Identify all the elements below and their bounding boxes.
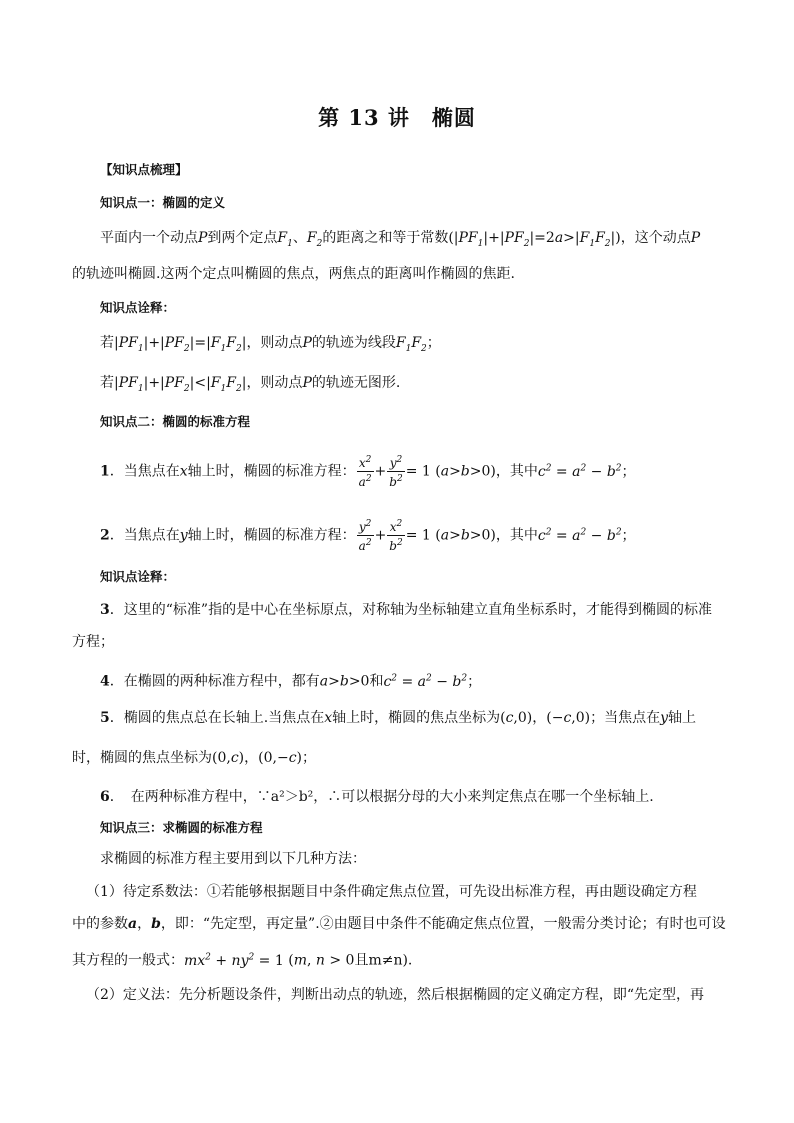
kp3-method1-line1: （1）待定系数法：①若能够根据题目中条件确定焦点位置，可先设出标准方程，再由题设确定方程 — [86, 884, 697, 900]
text: ， — [137, 916, 152, 932]
text: ，则动点 — [246, 375, 303, 391]
math-c2: $c^2 = a^2 - b^2$； — [537, 527, 636, 544]
text: 的轨迹为线段 — [311, 335, 396, 351]
kp3-method1-line2 — [72, 914, 726, 934]
text: 的距离之和等于常数( — [322, 230, 454, 246]
text: ，则动点 — [246, 335, 303, 351]
kp1-note-line2 — [100, 373, 400, 399]
math-lt-case: $|PF_1|+|PF_2|<|F_1F_2|$ — [114, 375, 247, 394]
math-x: x — [324, 710, 333, 726]
kp3-method1-line3 — [72, 947, 412, 971]
text: 轴上时，椭圆的标准方程： — [187, 527, 356, 544]
text: ．椭圆的焦点总在长轴上.当焦点在 — [109, 710, 325, 726]
item-number: 6 — [100, 789, 110, 805]
section-header: 【知识点梳理】 — [100, 162, 188, 177]
kp2-heading: 知识点二：椭圆的标准方程 — [100, 414, 251, 429]
math-focus-0negc: (0,−c) — [258, 750, 303, 766]
math-y: y — [660, 710, 669, 726]
kp1-definition-line2: 的轨迹叫椭圆.这两个定点叫椭圆的焦点，两焦点的距离叫作椭圆的焦距. — [72, 266, 515, 282]
kp2-item4 — [100, 668, 481, 692]
text: ； — [426, 335, 441, 351]
text: ，即：“先定型，再定量”.②由题目中条件不能确定焦点位置，一般需分类讨论；有时也可设 — [160, 916, 726, 932]
math-general-form: $mx^2 + ny^2 = 1$ — [184, 952, 289, 969]
text: 其方程的一般式： — [72, 952, 184, 969]
text: ； — [302, 750, 317, 766]
text: 且m≠n). — [354, 952, 413, 969]
math-eq-case: $|PF_1|+|PF_2|=|F_1F_2|$ — [114, 335, 247, 354]
kp2-item6 — [100, 787, 654, 807]
math-x: x — [179, 463, 188, 480]
math-p: P — [198, 230, 208, 246]
kp3-method2-line1: （2）定义法：先分析题设条件，判断出动点的轨迹，然后根据椭圆的定义确定方程，即“先定型，再 — [86, 987, 705, 1003]
text: ．这里的“标准”指的是中心在坐标原点，对称轴为坐标轴建立直角坐标系时，才能得到椭圆的标准 — [109, 602, 713, 618]
kp2-item3-line2: 方程； — [72, 634, 114, 650]
kp2-item2: 2．当焦点在y轴上时，椭圆的标准方程： $\frac{y^2}{a^2}$ + $\frac{x^2}{b^2}$ = 1 (a>b>0)，其中$c^2 = a^2 - b^2$； — [100, 519, 636, 554]
item-number: 3 — [100, 602, 110, 618]
text: 中的参数 — [72, 916, 128, 932]
text: ， — [244, 750, 259, 766]
math-a: a — [128, 916, 138, 932]
page-title: 第 13 讲 椭圆 — [318, 105, 476, 130]
text: ． 在两种标准方程中，∵a²＞b²，∴可以根据分母的大小来判定焦点在哪一个坐标轴上. — [109, 789, 654, 805]
text: ．当焦点在 — [109, 463, 180, 480]
math-p: P — [302, 375, 312, 391]
kp2-item3-line1 — [100, 600, 712, 620]
math-eq-1: = 1 (a>b>0) — [405, 527, 496, 544]
math-p: P — [302, 335, 312, 351]
kp1-definition-line1 — [100, 228, 700, 254]
text: 时，椭圆的焦点坐标为 — [72, 750, 212, 766]
math-segment: $F_1F_2$ — [395, 335, 427, 354]
kp3-intro: 求椭圆的标准方程主要用到以下几种方法： — [100, 851, 366, 867]
math-frac-x2-b2: $\frac{x^2}{b^2}$ — [389, 519, 403, 554]
text: 平面内一个动点 — [100, 230, 198, 246]
item-number: 4 — [100, 673, 110, 690]
kp2-item1: 1．当焦点在x轴上时，椭圆的标准方程： $\frac{x^2}{a^2}$ + $\frac{y^2}{b^2}$ = 1 (a>b>0)，其中$c^2 = a^2 - b^2$； — [100, 455, 636, 490]
text: ；当焦点在 — [590, 710, 661, 726]
kp1-heading: 知识点一：椭圆的定义 — [100, 195, 226, 210]
text: ，其中 — [495, 463, 538, 480]
math-f2: $F_2$ — [306, 230, 323, 249]
text: 到两个定点 — [207, 230, 278, 246]
kp3-heading: 知识点三：求椭圆的标准方程 — [100, 820, 263, 835]
item-number: 2 — [100, 527, 110, 544]
math-frac-y2-a2: $\frac{y^2}{a^2}$ — [358, 519, 372, 554]
math-a-gt-b: a>b>0 — [319, 673, 370, 690]
text: 的轨迹无图形. — [311, 375, 401, 391]
math-sum-condition: $|PF_1|+|PF_2|=2a>|F_1F_2|$ — [453, 230, 616, 249]
math-frac-x2-a2: $\frac{x^2}{a^2}$ — [358, 455, 372, 490]
kp2-item5-line1 — [100, 708, 696, 728]
text: 轴上时，椭圆的焦点坐标为 — [332, 710, 501, 726]
kp1-note-heading: 知识点诠释： — [100, 300, 176, 315]
kp2-note-heading: 知识点诠释： — [100, 569, 176, 584]
text: ， — [532, 710, 547, 726]
text: 若 — [100, 335, 114, 351]
math-y: y — [179, 527, 188, 544]
kp2-item5-line2 — [72, 748, 316, 768]
text: 和 — [369, 673, 384, 690]
item-number: 1 — [100, 463, 110, 480]
math-c2: $c^2 = a^2 - b^2$； — [537, 463, 636, 480]
text: 轴上 — [668, 710, 697, 726]
math-mn-condition: m, n > 0 — [293, 952, 355, 969]
math-p: P — [690, 230, 701, 246]
text: 轴上时，椭圆的标准方程： — [187, 463, 356, 480]
text: ．当焦点在 — [109, 527, 180, 544]
text: ．在椭圆的两种标准方程中，都有 — [109, 673, 320, 690]
math-focus-0c: (0,c) — [212, 750, 245, 766]
text: 、 — [292, 230, 307, 246]
text: ，其中 — [495, 527, 538, 544]
math-focus-negc0: (−c,0) — [546, 710, 591, 726]
math-f1: $F_1$ — [277, 230, 293, 249]
math-focus-c0: (c,0) — [500, 710, 533, 726]
kp1-note-line1 — [100, 333, 441, 359]
item-number: 5 — [100, 710, 110, 726]
math-eq-1: = 1 (a>b>0) — [405, 463, 496, 480]
math-frac-y2-b2: $\frac{y^2}{b^2}$ — [389, 455, 403, 490]
math-b: b — [151, 916, 161, 932]
text: )，这个动点 — [615, 230, 691, 246]
text: 若 — [100, 375, 114, 391]
math-c2: $c^2 = a^2 - b^2$； — [383, 673, 482, 690]
text: ( — [288, 952, 294, 969]
